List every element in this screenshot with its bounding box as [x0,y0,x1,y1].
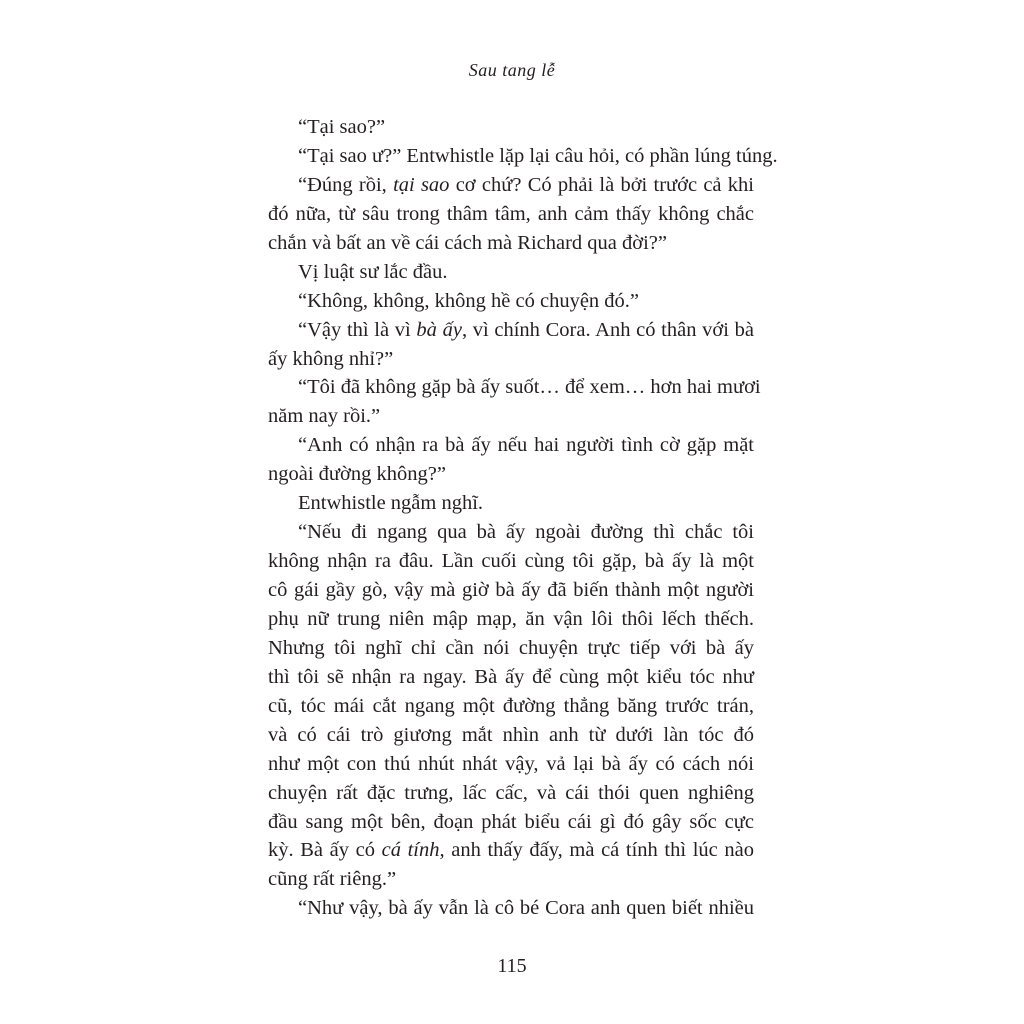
text-line [268,692,754,721]
text-segment: “Như vậy, bà ấy vẫn là cô bé Cora anh quen biết nhiều [298,897,754,920]
text-segment: “Đúng rồi, [298,173,394,196]
page-body-text [268,113,778,923]
text-segment: Vị luật sư lắc đầu. [298,260,448,283]
text-segment: đó nữa, từ sâu trong thâm tâm, anh cảm thấy không chắc [268,202,754,225]
text-segment: “Anh có nhận ra bà ấy nếu hai người tình cờ gặp mặt [298,434,754,457]
text-segment: Nhưng tôi nghĩ chỉ cần nói chuyện trực tiếp với bà ấy [268,636,754,659]
text-line [268,836,754,865]
page-number: 115 [497,955,527,977]
running-header: Sau tang lễ [468,60,556,80]
text-segment: phụ nữ trung niên mập mạp, ăn vận lôi thôi lếch thếch. [268,607,754,630]
text-line [268,576,754,605]
text-line [268,113,754,142]
text-line [268,518,754,547]
text-line [268,142,778,171]
text-segment: “Vậy thì là vì [298,318,417,341]
text-line [268,663,754,692]
text-line [268,894,754,923]
text-segment: ngoài đường không?” [268,463,446,486]
text-segment: đầu sang một bên, đoạn phát biểu cái gì đó gây sốc cực [268,810,754,833]
text-line [268,171,754,200]
text-segment: cô gái gầy gò, vậy mà giờ bà ấy đã biến thành một người [268,579,754,601]
text-segment: kỳ. Bà ấy có [268,839,382,862]
text-line [268,316,754,345]
text-line [268,721,754,750]
text-line [268,373,761,402]
italic-text-segment: cá tính, [381,839,445,862]
text-line [268,808,754,837]
text-segment: “Tôi đã không gặp bà ấy suốt… để xem… hơn hai mươi [298,376,761,399]
text-segment: , vì chính Cora. Anh có thân với bà [461,318,754,341]
text-segment: ấy không nhỉ?” [268,347,394,370]
text-segment: “Tại sao?” [298,116,386,138]
text-line [268,865,754,894]
text-segment: cũ, tóc mái cắt ngang một đường thẳng băng trước trán, [268,694,754,717]
text-line [268,200,754,229]
text-segment: “Không, không, không hề có chuyện đó.” [298,289,640,312]
text-line [268,634,754,663]
text-line [268,460,754,489]
text-line [268,750,754,779]
text-segment: Entwhistle ngẫm nghĩ. [298,492,484,515]
text-segment: “Tại sao ư?” Entwhistle lặp lại câu hỏi, có phần lúng túng. [298,144,778,167]
text-segment: “Nếu đi ngang qua bà ấy ngoài đường thì chắc tôi [298,521,754,544]
text-segment: chuyện rất đặc trưng, lấc cấc, và cái thói quen nghiêng [268,781,754,804]
text-line [268,489,754,518]
text-segment: cơ chứ? Có phải là bởi trước cả khi [449,173,754,196]
text-segment: thì tôi sẽ nhận ra ngay. Bà ấy để cùng một kiểu tóc như [268,665,754,688]
text-line [268,779,754,808]
text-line [268,258,754,287]
text-line [268,547,754,576]
text-segment: chắn và bất an về cái cách mà Richard qua đời?” [268,231,667,254]
text-segment: anh thấy đấy, mà cá tính thì lúc nào [444,839,754,862]
text-segment: cũng rất riêng.” [268,868,397,891]
text-segment: không nhận ra đâu. Lần cuối cùng tôi gặp, bà ấy là một [268,550,754,573]
text-line [268,229,754,258]
text-line [268,431,754,460]
text-line [268,345,754,374]
text-segment: như một con thú nhút nhát vậy, vả lại bà ấy có cách nói [268,752,754,775]
italic-text-segment: tại sao [393,173,450,196]
text-line [268,605,754,634]
text-segment: năm nay rồi.” [268,405,381,428]
text-segment: và có cái trò giương mắt nhìn anh từ dưới làn tóc đó [268,723,754,746]
italic-text-segment: bà ấy [416,318,462,341]
text-line [268,402,754,431]
text-line [268,287,754,316]
